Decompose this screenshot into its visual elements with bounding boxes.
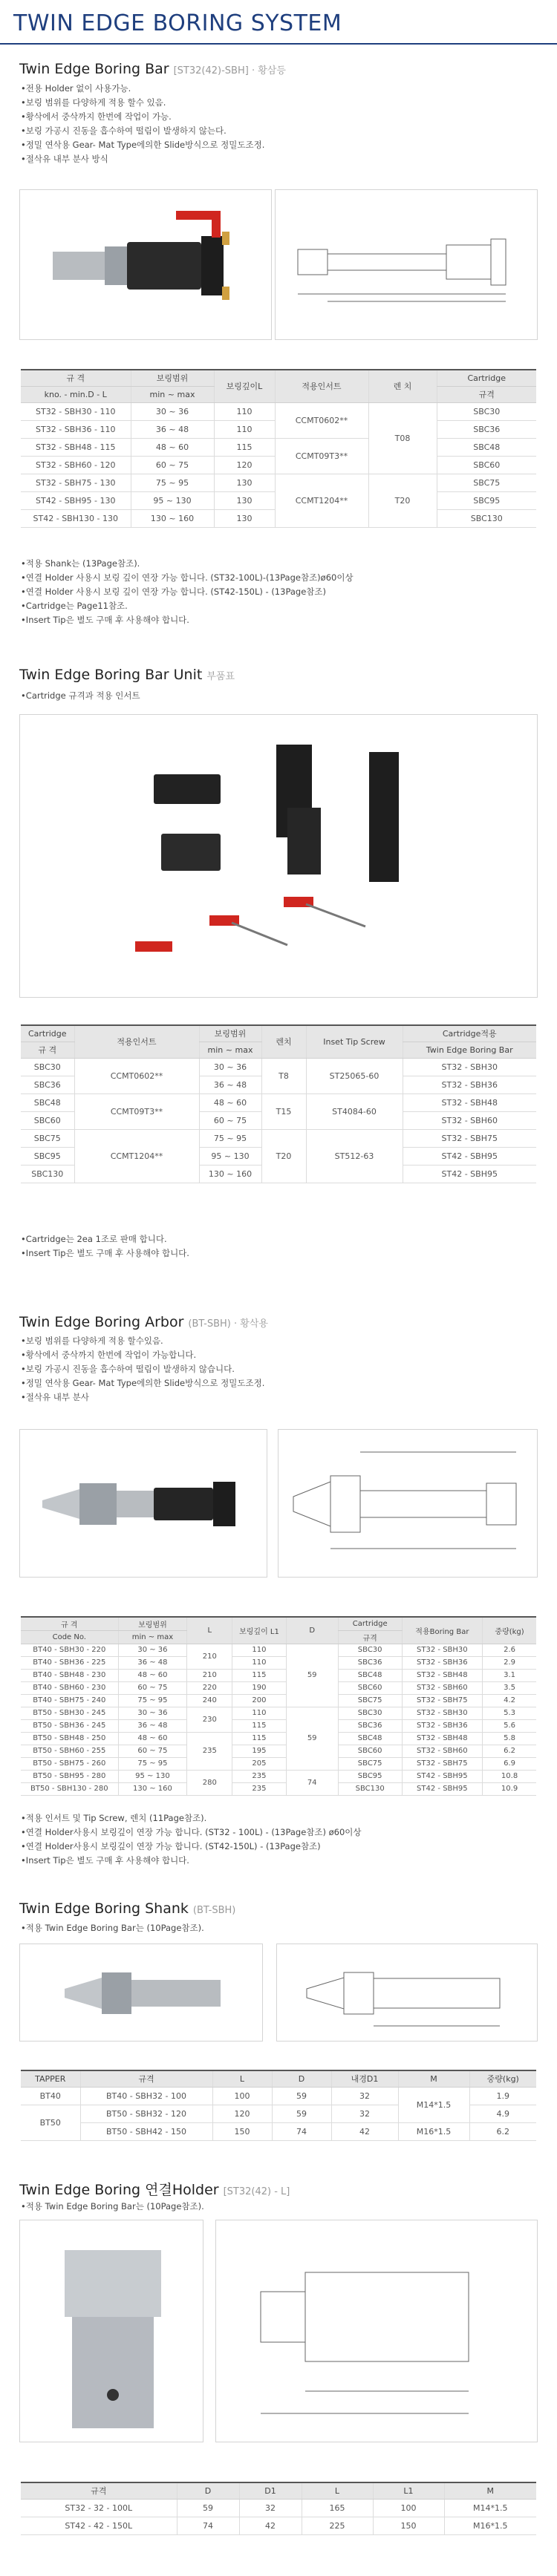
cartridge-parts-illustration bbox=[20, 715, 538, 998]
table-row: SBC30 CCMT0602** 30 ~ 36 T8 ST25065-60 ST32 - SBH30 bbox=[21, 1058, 536, 1076]
table-row: BT50 - SBH95 - 280 95 ~ 130 280 235 74 SBC95 ST42 - SBH95 10.8 bbox=[21, 1770, 536, 1782]
arbor-drawing-svg bbox=[278, 1430, 538, 1578]
holder-spec-table: 규격 D D1 L L1 M ST32 - 32 - 100L 59 32 165 100 M14*1.5 ST42 - 42 - 150L 74 42 225 150 M16*1.5 bbox=[21, 2482, 536, 2535]
arbor-features: • 보링 범위를 다양하게 적용 할수있음. • 황삭에서 중삭까지 한번에 작업이 가능합니다. • 보링 가공시 진동을 흡수하여 떨림이 발생하지 않습니다. • 정밀 연삭용 Gear- Mat Type에의한 Slide방식으로 정밀도조정. • 절삭유 내부 분사 bbox=[21, 1334, 264, 1405]
table-row: ST32 - 32 - 100L 59 32 165 100 M14*1.5 bbox=[21, 2499, 536, 2517]
table-row: BT50 - SBH42 - 150 150 74 42 M16*1.5 6.2 bbox=[21, 2122, 536, 2140]
shank-drawing-svg bbox=[277, 1944, 538, 2041]
shank-photo bbox=[19, 1944, 263, 2041]
unit-notes: • Cartridge는 2ea 1조로 판매 합니다. • Insert Tip은 별도 구매 후 사용해야 합니다. bbox=[21, 1232, 189, 1261]
holder-photo bbox=[19, 2220, 203, 2442]
boring-bar-photo bbox=[19, 189, 272, 340]
table-row: ST32 - SBH36 - 110 36 ~ 48 110 SBC36 bbox=[21, 420, 536, 438]
table-row: BT50 - SBH130 - 280 130 ~ 160 235 SBC130 ST42 - SBH95 10.9 bbox=[21, 1782, 536, 1795]
section-title-boring-shank: Twin Edge Boring Shank (BT-SBH) bbox=[19, 1900, 236, 1917]
boring-bar-illustration bbox=[20, 190, 272, 340]
table-row: ST42 - SBH95 - 130 95 ~ 130 130 SBC95 bbox=[21, 491, 536, 509]
section-title-boring-bar-unit: Twin Edge Boring Bar Unit 부품표 bbox=[19, 667, 235, 683]
page-title: TWIN EDGE BORING SYSTEM bbox=[13, 10, 342, 36]
shank-illustration bbox=[20, 1944, 263, 2041]
shank-spec-table: TAPPER 규격 L D 내경D1 M 중량(kg) BT40 BT40 - SBH32 - 100 100 59 32 M14*1.5 1.9 BT50 BT50 - SBH32 - 120 120 59 32 4.9 BT50 - SBH42 - 150 150 74 42 M16*1.5 6.2 bbox=[21, 2070, 536, 2141]
table-row: BT50 - SBH48 - 250 48 ~ 60 235 115 SBC48 ST32 - SBH48 5.8 bbox=[21, 1732, 536, 1745]
table-row: BT50 BT50 - SBH32 - 120 120 59 32 4.9 bbox=[21, 2105, 536, 2122]
arbor-photo bbox=[19, 1429, 267, 1578]
holder-illustration bbox=[20, 2220, 203, 2442]
table-row: SBC130 130 ~ 160 ST42 - SBH95 bbox=[21, 1165, 536, 1183]
table-row: BT50 - SBH30 - 245 30 ~ 36 230 110 59 SBC30 ST32 - SBH30 5.3 bbox=[21, 1707, 536, 1719]
boring-bar-notes: • 적용 Shank는 (13Page참조). • 연결 Holder 사용시 보링 깊이 연장 가능 합니다. (ST32-100L)-(13Page참조)ø60이상 • 연결 Holder 사용시 보링 깊이 연장 가능 합니다. (ST42-150L) - (13Page참조) • Cartridge는 Page11참조. • Insert Tip은 별도 구매 후 사용해야 합니다. bbox=[21, 557, 354, 627]
shank-drawing bbox=[276, 1944, 538, 2041]
table-row: SBC95 95 ~ 130 ST42 - SBH95 bbox=[21, 1147, 536, 1165]
table-row: BT40 - SBH60 - 230 60 ~ 75 220 190 SBC60 ST32 - SBH60 3.5 bbox=[21, 1681, 536, 1694]
arbor-spec-table: 규 격 보링범위 L 보링깊이 L1 D Cartridge 적용Boring Bar 중량(kg) Code No. min ~ max 규격 BT40 - SBH30 - 220 30 ~ 36 210 110 59 SBC30 ST32 - SBH30 2.6 BT40 - SBH36 - 225 36 ~ 48 110 SBC36 ST32 - SBH36 2.9 BT40 - SBH48 - 230 48 ~ 60 210 115 SBC48 ST32 - SBH48 3.1 BT40 - SBH60 - 230 60 ~ 75 220 190 SBC60 ST32 - SBH60 3.5 BT40 - SBH75 - 240 75 ~ 95 240 200 SBC75 ST32 - SBH75 4.2 BT50 - SBH30 - 245 30 ~ 36 230 110 59 SBC30 ST32 - SBH30 5.3 BT50 - SBH36 - 245 36 ~ 48 115 SBC36 ST32 - SBH36 5.6 BT50 - SBH48 - 250 48 ~ 60 235 115 SBC48 ST32 - SBH48 5.8 BT50 - SBH60 - 255 60 ~ 75 195 SBC60 ST32 - SBH60 6.2 BT50 - SBH75 - 260 75 ~ 95 205 SBC75 ST32 - SBH75 6.9 BT50 - SBH95 - 280 95 ~ 130 280 235 74 SBC95 ST42 - SBH95 10.8 BT50 - SBH130 - 280 130 ~ 160 235 SBC130 ST42 - SBH95 10.9 bbox=[21, 1616, 536, 1796]
table-row: ST32 - SBH60 - 120 60 ~ 75 120 SBC60 bbox=[21, 456, 536, 474]
unit-features: • Cartridge 규격과 적용 인서트 bbox=[21, 689, 140, 703]
arbor-illustration bbox=[20, 1430, 267, 1578]
table-row: SBC75 CCMT1204** 75 ~ 95 T20 ST512-63 ST32 - SBH75 bbox=[21, 1129, 536, 1147]
cartridge-parts-photo bbox=[19, 714, 538, 998]
holder-drawing-svg bbox=[216, 2220, 538, 2442]
table-row: BT40 - SBH48 - 230 48 ~ 60 210 115 SBC48 ST32 - SBH48 3.1 bbox=[21, 1669, 536, 1681]
table-row: ST32 - SBH30 - 110 30 ~ 36 110 CCMT0602** T08 SBC30 bbox=[21, 402, 536, 420]
shank-features: • 적용 Twin Edge Boring Bar는 (10Page참조). bbox=[21, 1921, 204, 1935]
boring-bar-drawing bbox=[275, 189, 538, 340]
arbor-drawing bbox=[278, 1429, 538, 1578]
section-title-holder: Twin Edge Boring 연결Holder [ST32(42) - L] bbox=[19, 2182, 290, 2198]
table-row: ST42 - 42 - 150L 74 42 225 150 M16*1.5 bbox=[21, 2517, 536, 2534]
table-row: BT50 - SBH75 - 260 75 ~ 95 205 SBC75 ST32 - SBH75 6.9 bbox=[21, 1757, 536, 1770]
table-row: BT50 - SBH36 - 245 36 ~ 48 115 SBC36 ST32 - SBH36 5.6 bbox=[21, 1719, 536, 1732]
table-row: ST42 - SBH130 - 130 130 ~ 160 130 SBC130 bbox=[21, 509, 536, 527]
holder-drawing bbox=[215, 2220, 538, 2442]
table-row: BT50 - SBH60 - 255 60 ~ 75 195 SBC60 ST32 - SBH60 6.2 bbox=[21, 1745, 536, 1757]
holder-features: • 적용 Twin Edge Boring Bar는 (10Page참조). bbox=[21, 2200, 204, 2214]
table-row: ST32 - SBH48 - 115 48 ~ 60 115 CCMT09T3** SBC48 bbox=[21, 438, 536, 456]
table-row: SBC36 36 ~ 48 ST32 - SBH36 bbox=[21, 1076, 536, 1094]
table-row: SBC60 60 ~ 75 ST32 - SBH60 bbox=[21, 1111, 536, 1129]
table-row: SBC48 CCMT09T3** 48 ~ 60 T15 ST4084-60 ST32 - SBH48 bbox=[21, 1094, 536, 1111]
boring-bar-drawing-svg bbox=[276, 190, 538, 340]
cartridge-spec-table: Cartridge 적용인서트 보링범위 렌치 Inset Tip Screw Cartridge적용 규 격 min ~ max Twin Edge Boring Bar SBC30 CCMT0602** 30 ~ 36 T8 ST25065-60 ST32 - SBH30 SBC36 36 ~ 48 ST32 - SBH36 SBC48 CCMT09T3** 48 ~ 60 T15 ST4084-60 ST32 - SBH48 SBC60 60 ~ 75 ST32 - SBH60 SBC75 CCMT1204** 75 ~ 95 T20 ST512-63 ST32 - SBH75 SBC95 95 ~ 130 ST42 - SBH95 SBC130 130 ~ 160 ST42 - SBH95 bbox=[21, 1024, 536, 1183]
arbor-notes: • 적용 인서트 및 Tip Screw, 렌치 (11Page참조). • 연결 Holder사용시 보링깊이 연장 가능 합니다. (ST32 - 100L) - (13Page참조) ø60이상 • 연결 Holder사용시 보링깊이 연장 가능 합니다. (ST42-150L) - (13Page참조) • Insert Tip은 별도 구매 후 사용해야 합니다. bbox=[21, 1811, 362, 1868]
title-rule bbox=[0, 43, 557, 45]
table-row: BT40 - SBH75 - 240 75 ~ 95 240 200 SBC75 ST32 - SBH75 4.2 bbox=[21, 1694, 536, 1707]
boring-bar-features: • 전용 Holder 없이 사용가능. • 보링 범위를 다양하게 적용 할수 있음. • 황삭에서 중삭까지 한번에 작업이 가능. • 보링 가공시 진동을 흡수하여 떨림이 발생하지 않는다. • 정밀 연삭용 Gear- Mat Type에의한 Slide방식으로 정밀도조정. • 절삭유 내부 분사 방식 bbox=[21, 82, 264, 166]
table-row: BT40 - SBH30 - 220 30 ~ 36 210 110 59 SBC30 ST32 - SBH30 2.6 bbox=[21, 1644, 536, 1656]
table-row: BT40 BT40 - SBH32 - 100 100 59 32 M14*1.5 1.9 bbox=[21, 2087, 536, 2105]
section-title-boring-arbor: Twin Edge Boring Arbor (BT-SBH) · 황삭용 bbox=[19, 1314, 268, 1330]
table-row: ST32 - SBH75 - 130 75 ~ 95 130 CCMT1204** T20 SBC75 bbox=[21, 474, 536, 491]
section-title-boring-bar: Twin Edge Boring Bar [ST32(42)-SBH] · 황삼등 bbox=[19, 61, 286, 77]
boring-bar-spec-table: 규 격 보링범위 보링깊이L 적용인서트 렌 치 Cartridge kno. - min.D - L min ~ max 규격 ST32 - SBH30 - 110 30 ~ 36 110 CCMT0602** T08 SBC30 ST32 - SBH36 - 110 36 ~ 48 110 SBC36 ST32 - SBH48 - 115 48 ~ 60 115 CCMT09T3** SBC48 ST32 - SBH60 - 120 60 ~ 75 120 SBC60 ST32 - SBH75 - 130 75 ~ 95 130 CCMT1204** T20 SBC75 ST42 - SBH95 - 130 95 ~ 130 130 SBC95 ST42 - SBH130 - 130 130 ~ 160 130 SBC130 bbox=[21, 369, 536, 528]
table-row: BT40 - SBH36 - 225 36 ~ 48 110 SBC36 ST32 - SBH36 2.9 bbox=[21, 1656, 536, 1669]
